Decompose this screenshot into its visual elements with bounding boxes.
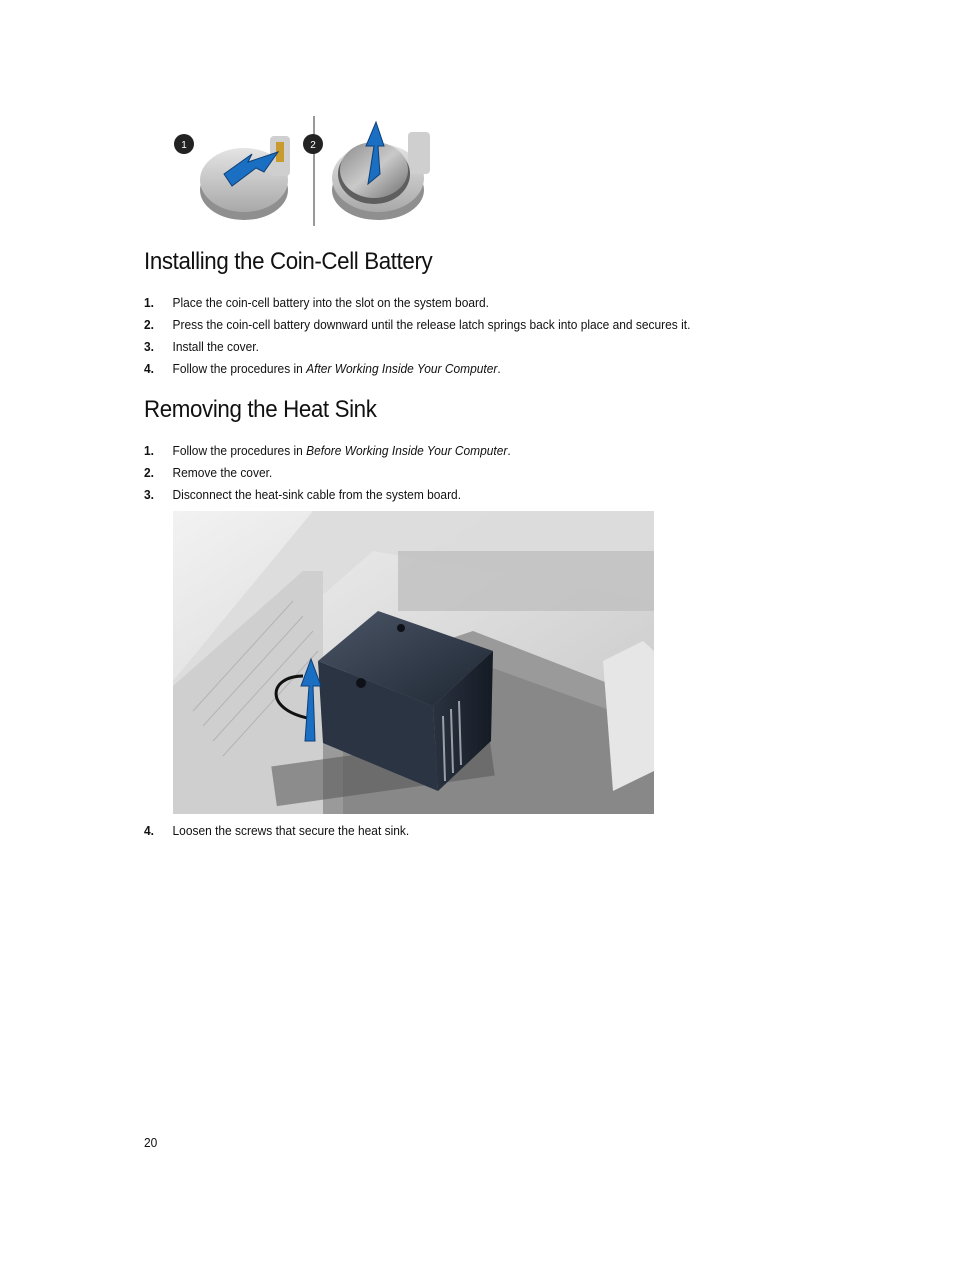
step-number: 1. [144,443,154,458]
step-number: 1. [144,295,154,310]
step-number: 3. [144,339,154,354]
step-text: Press the coin-cell battery downward until the release latch springs back into place and secures it. [172,317,691,332]
step-text: Install the cover. [172,339,259,354]
step-text-tail: . [497,361,501,376]
panel-2 [332,122,430,220]
step-text: Disconnect the heat-sink cable from the system board. [172,487,462,502]
section-title-installing-coin-cell: Installing the Coin-Cell Battery [144,248,433,275]
list-item [144,361,501,377]
step-text: Follow the procedures in [172,443,307,458]
list-item [144,487,461,503]
heat-sink-cable-figure [173,511,654,814]
step-text: Place the coin-cell battery into the slot on the system board. [172,295,489,310]
svg-text:2: 2 [310,140,316,151]
svg-text:1: 1 [181,140,187,151]
step-text-tail: . [507,443,511,458]
step-number: 2. [144,317,154,332]
list-item [144,465,272,481]
section-title-removing-heat-sink: Removing the Heat Sink [144,396,377,423]
callout-2 [303,134,323,154]
step-text: Loosen the screws that secure the heat sink. [172,823,410,838]
list-item [144,339,259,355]
procedure-reference: Before Working Inside Your Computer [306,443,508,458]
list-item [144,295,489,311]
step-text: Follow the procedures in [172,361,307,376]
procedure-reference: After Working Inside Your Computer [306,361,498,376]
step-number: 2. [144,465,154,480]
step-number: 4. [144,823,154,838]
page-number: 20 [144,1135,158,1150]
step-text: Remove the cover. [172,465,273,480]
panel-1 [200,136,290,220]
step-number: 3. [144,487,154,502]
coin-cell-removal-figure [172,114,434,228]
callout-1 [174,134,194,154]
list-item [144,317,690,333]
list-item [144,823,409,839]
list-item [144,443,511,459]
step-number: 4. [144,361,154,376]
